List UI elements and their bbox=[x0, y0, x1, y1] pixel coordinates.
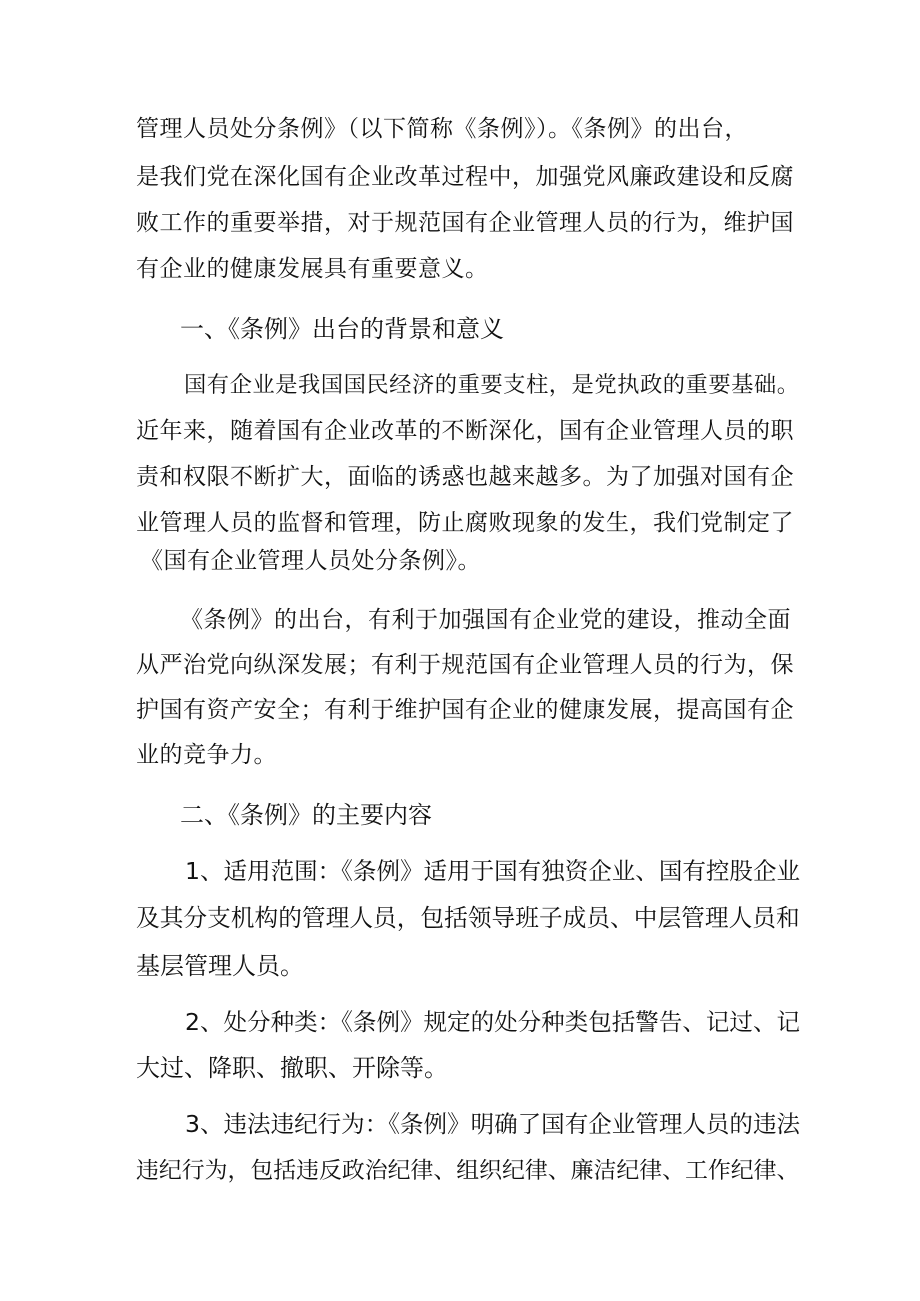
paragraph-line: 业的竞争力。 bbox=[136, 742, 277, 768]
list-item-line: 1、适用范围：《条例》适用于国有独资企业、国有控股企业 bbox=[185, 857, 801, 885]
paragraph-line: 《国有企业管理人员处分条例》。 bbox=[140, 548, 481, 574]
list-item-line: 大过、降职、撤职、开除等。 bbox=[136, 1054, 448, 1082]
list-item-line: 3、违法违纪行为：《条例》明确了国有企业管理人员的违法 bbox=[185, 1110, 801, 1138]
paragraph-line: 《条例》的出台，有利于加强国有企业党的建设，推动全面 bbox=[180, 607, 791, 633]
intro-line: 败工作的重要举措，对于规范国有企业管理人员的行为，维护国 bbox=[136, 210, 794, 236]
section-heading-2: 二、《条例》的主要内容 bbox=[180, 801, 432, 829]
intro-line: 有企业的健康发展具有重要意义。 bbox=[136, 256, 489, 282]
intro-line: 是我们党在深化国有企业改革过程中，加强党风廉政建设和反腐 bbox=[136, 164, 794, 190]
section-heading-1: 一、《条例》出台的背景和意义 bbox=[180, 315, 504, 343]
paragraph-line: 护国有资产安全；有利于维护国有企业的健康发展，提高国有企 bbox=[136, 697, 794, 723]
intro-line: 管理人员处分条例》（以下简称《条例》）。《条例》的出台， bbox=[136, 116, 748, 142]
paragraph-line: 国有企业是我国国民经济的重要支柱，是党执政的重要基础。 bbox=[184, 372, 800, 398]
paragraph-line: 近年来，随着国有企业改革的不断深化，国有企业管理人员的职 bbox=[136, 418, 794, 444]
list-item-line: 基层管理人员。 bbox=[136, 952, 304, 980]
list-item-line: 2、处分种类：《条例》规定的处分种类包括警告、记过、记 bbox=[185, 1008, 801, 1036]
paragraph-line: 业管理人员的监督和管理，防止腐败现象的发生，我们党制定了 bbox=[136, 510, 794, 536]
list-item-line: 及其分支机构的管理人员，包括领导班子成员、中层管理人员和 bbox=[136, 904, 800, 932]
paragraph-line: 责和权限不断扩大，面临的诱惑也越来越多。为了加强对国有企 bbox=[136, 464, 794, 490]
paragraph-line: 从严治党向纵深发展；有利于规范国有企业管理人员的行为，保 bbox=[136, 652, 794, 678]
list-item-line: 违纪行为，包括违反政治纪律、组织纪律、廉洁纪律、工作纪律、 bbox=[136, 1158, 800, 1184]
